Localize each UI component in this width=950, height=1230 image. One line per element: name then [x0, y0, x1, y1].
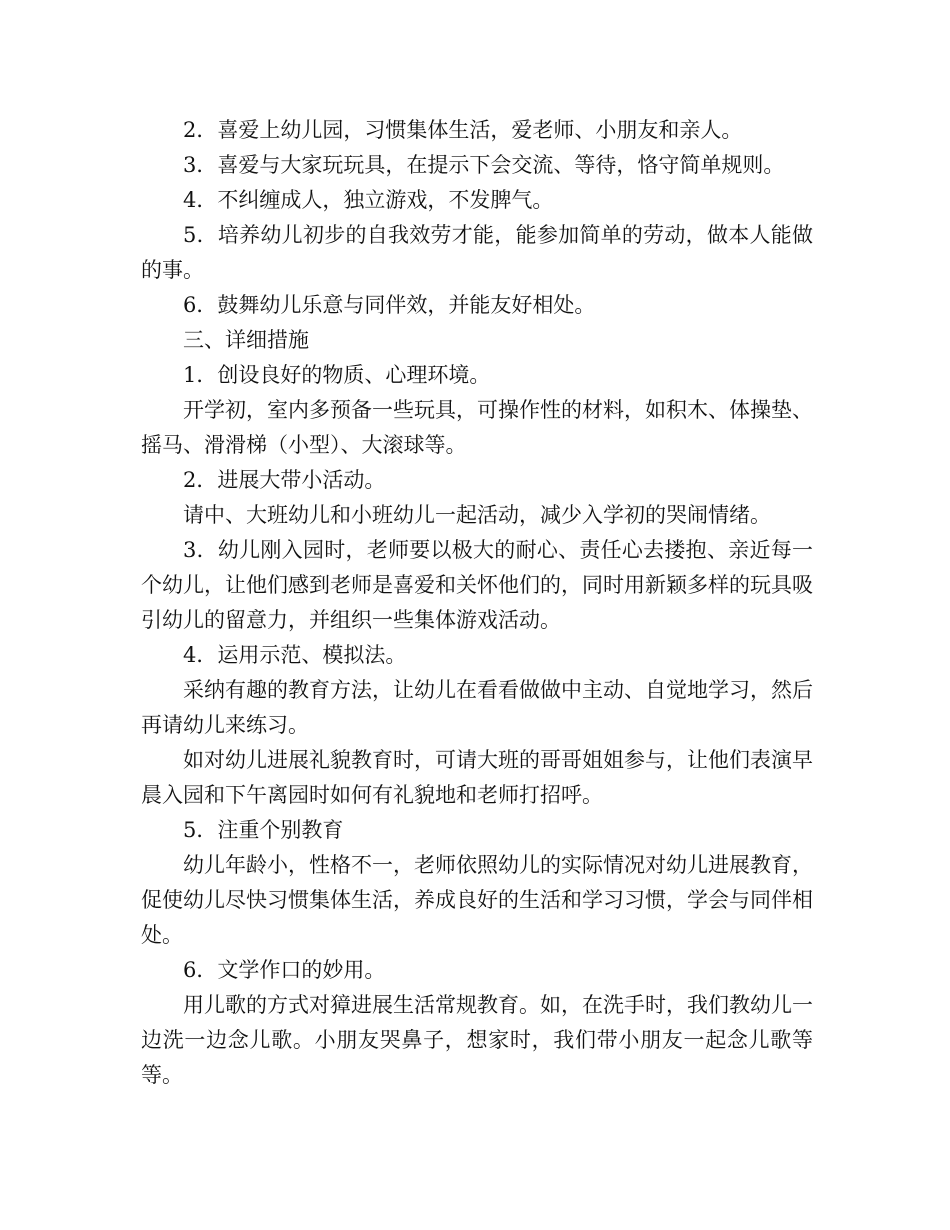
measure-heading-5: 5．注重个别教育 [183, 818, 344, 842]
paragraph-goal-5: 5．培养幼儿初步的自我效劳才能，能参加简单的劳动，做本人能做的事。 [141, 223, 813, 282]
measure-body-2: 请中、大班幼儿和小班幼儿一起活动，减少入学初的哭闹情绪。 [183, 503, 771, 527]
document-body [141, 113, 813, 1093]
measure-heading-4: 4．运用示范、模拟法。 [183, 643, 407, 667]
measure-heading-6: 6．文学作口的妙用。 [183, 958, 386, 982]
measure-body-4a: 采纳有趣的教育方法，让幼儿在看看做做中主动、自觉地学习，然后再请幼儿来练习。 [141, 678, 813, 737]
measure-body-4b: 如对幼儿进展礼貌教育时，可请大班的哥哥姐姐参与，让他们表演早晨入园和下午离园时如何有礼貌地和老师打招呼。 [141, 748, 813, 807]
paragraph-goal-3: 3．喜爱与大家玩玩具，在提示下会交流、等待，恪守简单规则。 [183, 153, 785, 177]
measure-item-3: 3．幼儿刚入园时，老师要以极大的耐心、责任心去搂抱、亲近每一个幼儿，让他们感到老师是喜爱和关怀他们的，同时用新颖多样的玩具吸引幼儿的留意力，并组织一些集体游戏活动。 [141, 538, 813, 632]
measure-heading-2: 2．进展大带小活动。 [183, 468, 386, 492]
measure-body-6: 用儿歌的方式对獐进展生活常规教育。如，在洗手时，我们教幼儿一边洗一边念儿歌。小朋友哭鼻子，想家时，我们带小朋友一起念儿歌等等。 [141, 993, 813, 1087]
measure-body-1: 开学初，室内多预备一些玩具，可操作性的材料，如积木、体操垫、摇马、滑滑梯（小型）、大滚球等。 [141, 398, 813, 457]
paragraph-goal-2: 2．喜爱上幼儿园，习惯集体生活，爱老师、小朋友和亲人。 [183, 118, 743, 142]
measure-heading-1: 1．创设良好的物质、心理环境。 [183, 363, 491, 387]
section-heading-measures: 三、详细措施 [183, 328, 309, 352]
paragraph-goal-4: 4．不纠缠成人，独立游戏，不发脾气。 [183, 188, 554, 212]
paragraph-goal-6: 6．鼓舞幼儿乐意与同伴效，并能友好相处。 [183, 293, 596, 317]
measure-body-5: 幼儿年龄小，性格不一，老师依照幼儿的实际情况对幼儿进展教育，促使幼儿尽快习惯集体生活，养成良好的生活和学习习惯，学会与同伴相处。 [141, 853, 813, 947]
